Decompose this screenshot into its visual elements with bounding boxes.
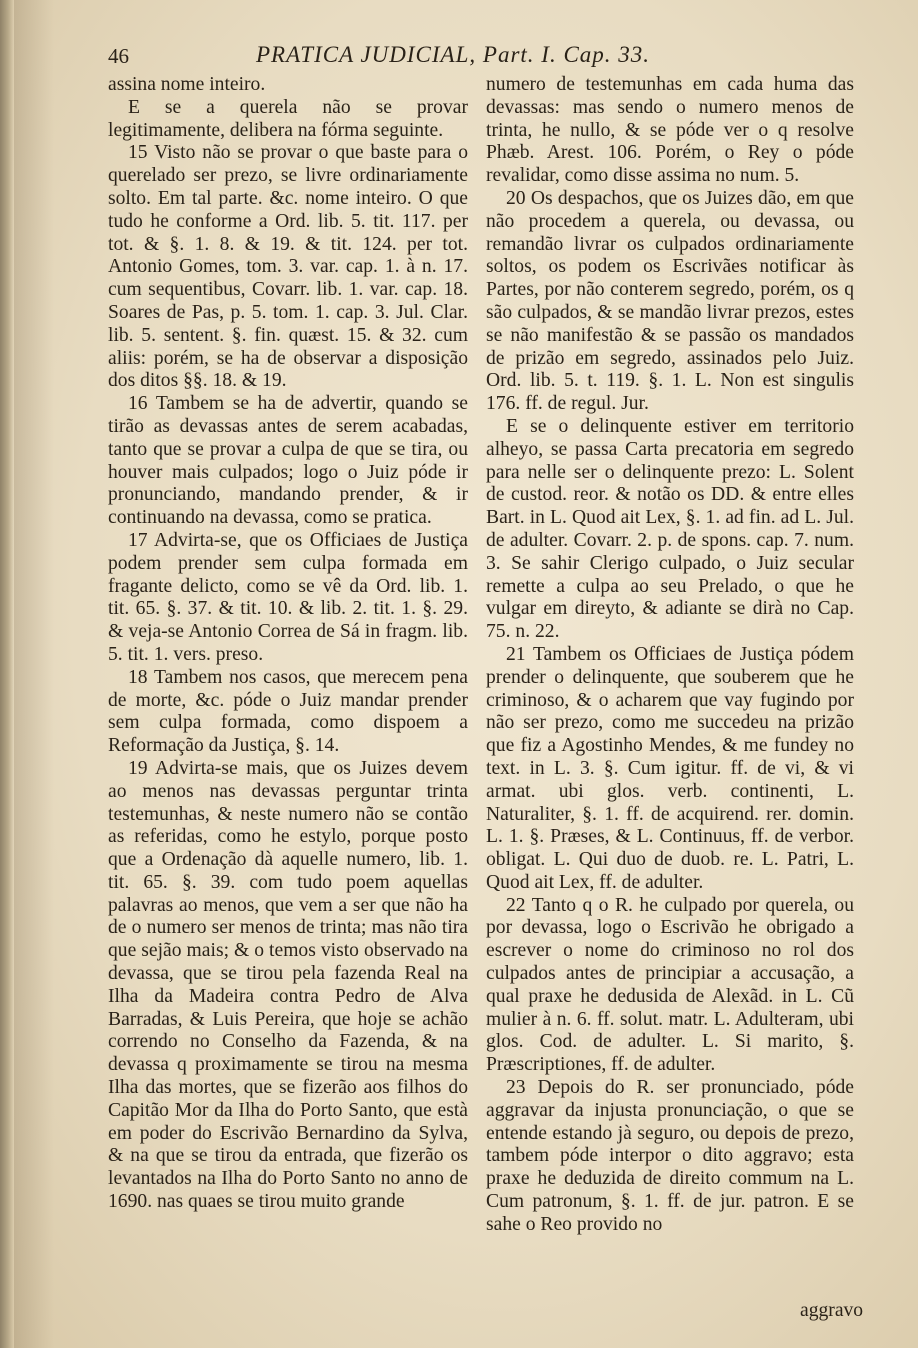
paragraph-17: 17 Advirta-se, que os Officiaes de Justiça podem prender sem culpa formada em fragante delicto, como se vê da Ord. lib. 1. tit. 65. §. 37. & tit. 10. & lib. 2. tit. 1. §. 29. & veja-se Antonio Correa de Sá in fragm. lib. 5. tit. 1. vers. preso.: [108, 529, 468, 665]
paragraph-16: 16 Tambem se ha de advertir, quando se tirão as devassas antes de serem acabadas, tanto que se provar a culpa de que se tira, ou houver mais culpados; logo o Juiz póde ir pronunciando, mandando prender, & ir continuando na devassa, como se pratica.: [108, 393, 468, 529]
right-column: [486, 74, 854, 1237]
paragraph-22: 22 Tanto q o R. he culpado por querela, ou por devassa, logo o Escrivão he obrigado a escrever o nome do criminoso no rol dos culpados antes de principiar a accusação, a qual praxe he dedusida de Alexãd. in L. Cũ mulier à n. 6. ff. solut. matr. L. Adulteram, ubi glos. Cod. de adulter. L. Si marito, §. Præscriptiones, ff. de adulter.: [486, 894, 854, 1076]
paragraph-21: 21 Tambem os Officiaes de Justiça pódem prender o delinquente, que souberem que he criminoso, & o acharem que vay fugindo por não ser prezo, como me succedeu na prizão que fiz a Agostinho Mendes, & me fundey no text. in L. 3. §. Cum igitur. ff. de vi, & vi armat. ubi glos. verb. continenti, L. Naturaliter, §. 1. ff. de acquirend. rer. domin. L. 1. §. Præses, & L. Continuus, ff. de verbor. obligat. L. Qui duo de duob. re. L. Patri, L. Quod ait Lex, ff. de adulter.: [486, 643, 854, 893]
page-number: 46: [108, 44, 129, 68]
paragraph-20: 20 Os despachos, que os Juizes dão, em que não procedem a querela, ou devassa, ou remandão livrar os culpados ordinariamente soltos, os podem os Escrivães notificar às Partes, por não conterem segredo, porém, os q são culpados, & se mandão livrar prezos, estes se não manifestão & se passão os mandados de prizão em segredo, assinados pelo Juiz. Ord. lib. 5. t. 119. §. 1. L. Non est singulis 176. ff. de regul. Jur.: [486, 187, 854, 415]
paragraph-19: 19 Advirta-se mais, que os Juizes devem ao menos nas devassas perguntar trinta testemunhas, & neste numero não se contão as referidas, como he estylo, porque posto que a Ordenação dà aquelle numero, lib. 1. tit. 65. §. 39. com tudo poem aquellas palavras ao menos, que vem a ser que não ha de o numero ser menos de trinta; mas não tira que sejão mais; & o temos visto observado na devassa, que se tirou pela fazenda Real na Ilha da Madeira contra Pedro de Alva Barradas, & Luis Pereira, que hoje se achão correndo no Conselho da Fazenda, & na devassa q proximamente se tirou na mesma Ilha das mortes, que se fizerão aos filhos do Capitão Mor da Ilha do Porto Santo, que està em poder do Escrivão Bernardino da Sylva, & na que se tirou da entrada, que fizerão os levantados na Ilha do Porto Santo no anno de 1690. nas quaes se tirou muito grande: [108, 757, 468, 1213]
paragraph: E se o delinquente estiver em territorio alheyo, se passa Carta precatoria em segredo para nelle ser o delinquente prezo: L. Solent de custod. reor. & notão os DD. & entre elles Bart. in L. Quod ait Lex, §. 1. ad fin. ad L. Jul. de adulter. Covarr. 2. p. de spons. cap. 7. num. 3. Se sahir Clerigo culpado, o Juiz secular remette a culpa ao seu Prelado, o que he vulgar em direyto, & adiante se dirà no Cap. 75. n. 22.: [486, 415, 854, 643]
binding-shadow: [14, 0, 54, 1348]
binding-edge: [0, 0, 14, 1348]
left-column: [108, 74, 468, 1214]
page-header: [108, 42, 854, 76]
paragraph-continued: numero de testemunhas em cada huma das devassas: mas sendo o numero menos de trinta, he nullo, & se póde ver o q resolve Phæb. Arest. 106. Porém, o Rey o póde revalidar, como disse assima no num. 5.: [486, 74, 854, 187]
paragraph-18: 18 Tambem nos casos, que merecem pena de morte, &c. póde o Juiz mandar prender sem culpa formada, como dispoem a Reformação da Justiça, §. 14.: [108, 666, 468, 757]
paragraph: E se a querela não se provar legitimamente, delibera na fórma seguinte.: [108, 96, 468, 141]
running-title: PRATICA JUDICIAL, Part. I. Cap. 33.: [256, 42, 651, 67]
catchword: aggravo: [800, 1300, 864, 1321]
paragraph-15: 15 Visto não se provar o que baste para o querelado ser prezo, se livre ordinariamente solto. Em tal parte. &c. nome inteiro. O que tudo he conforme a Ord. lib. 5. tit. 117. per tot. & §. 1. 8. & 19. & tit. 124. per tot. Antonio Gomes, tom. 3. var. cap. 1. à n. 17. cum sequentibus, Covarr. lib. 1. var. cap. 18. Soares de Pas, p. 5. tom. 1. cap. 3. Jul. Clar. lib. 5. sentent. §. fin. quæst. 15. & 32. cum aliis: porém, se ha de observar a disposição dos ditos §§. 18. & 19.: [108, 142, 468, 392]
paragraph: assina nome inteiro.: [108, 74, 266, 95]
paragraph-23: 23 Depois do R. ser pronunciado, póde aggravar da injusta pronunciação, o que se entende estando jà seguro, ou depois de prezo, tambem póde interpor o dito aggravo; esta praxe he deduzida de direito commum na L. Cum patronum, §. 1. ff. de jur. patron. E se sahe o Reo provido no: [486, 1077, 854, 1235]
